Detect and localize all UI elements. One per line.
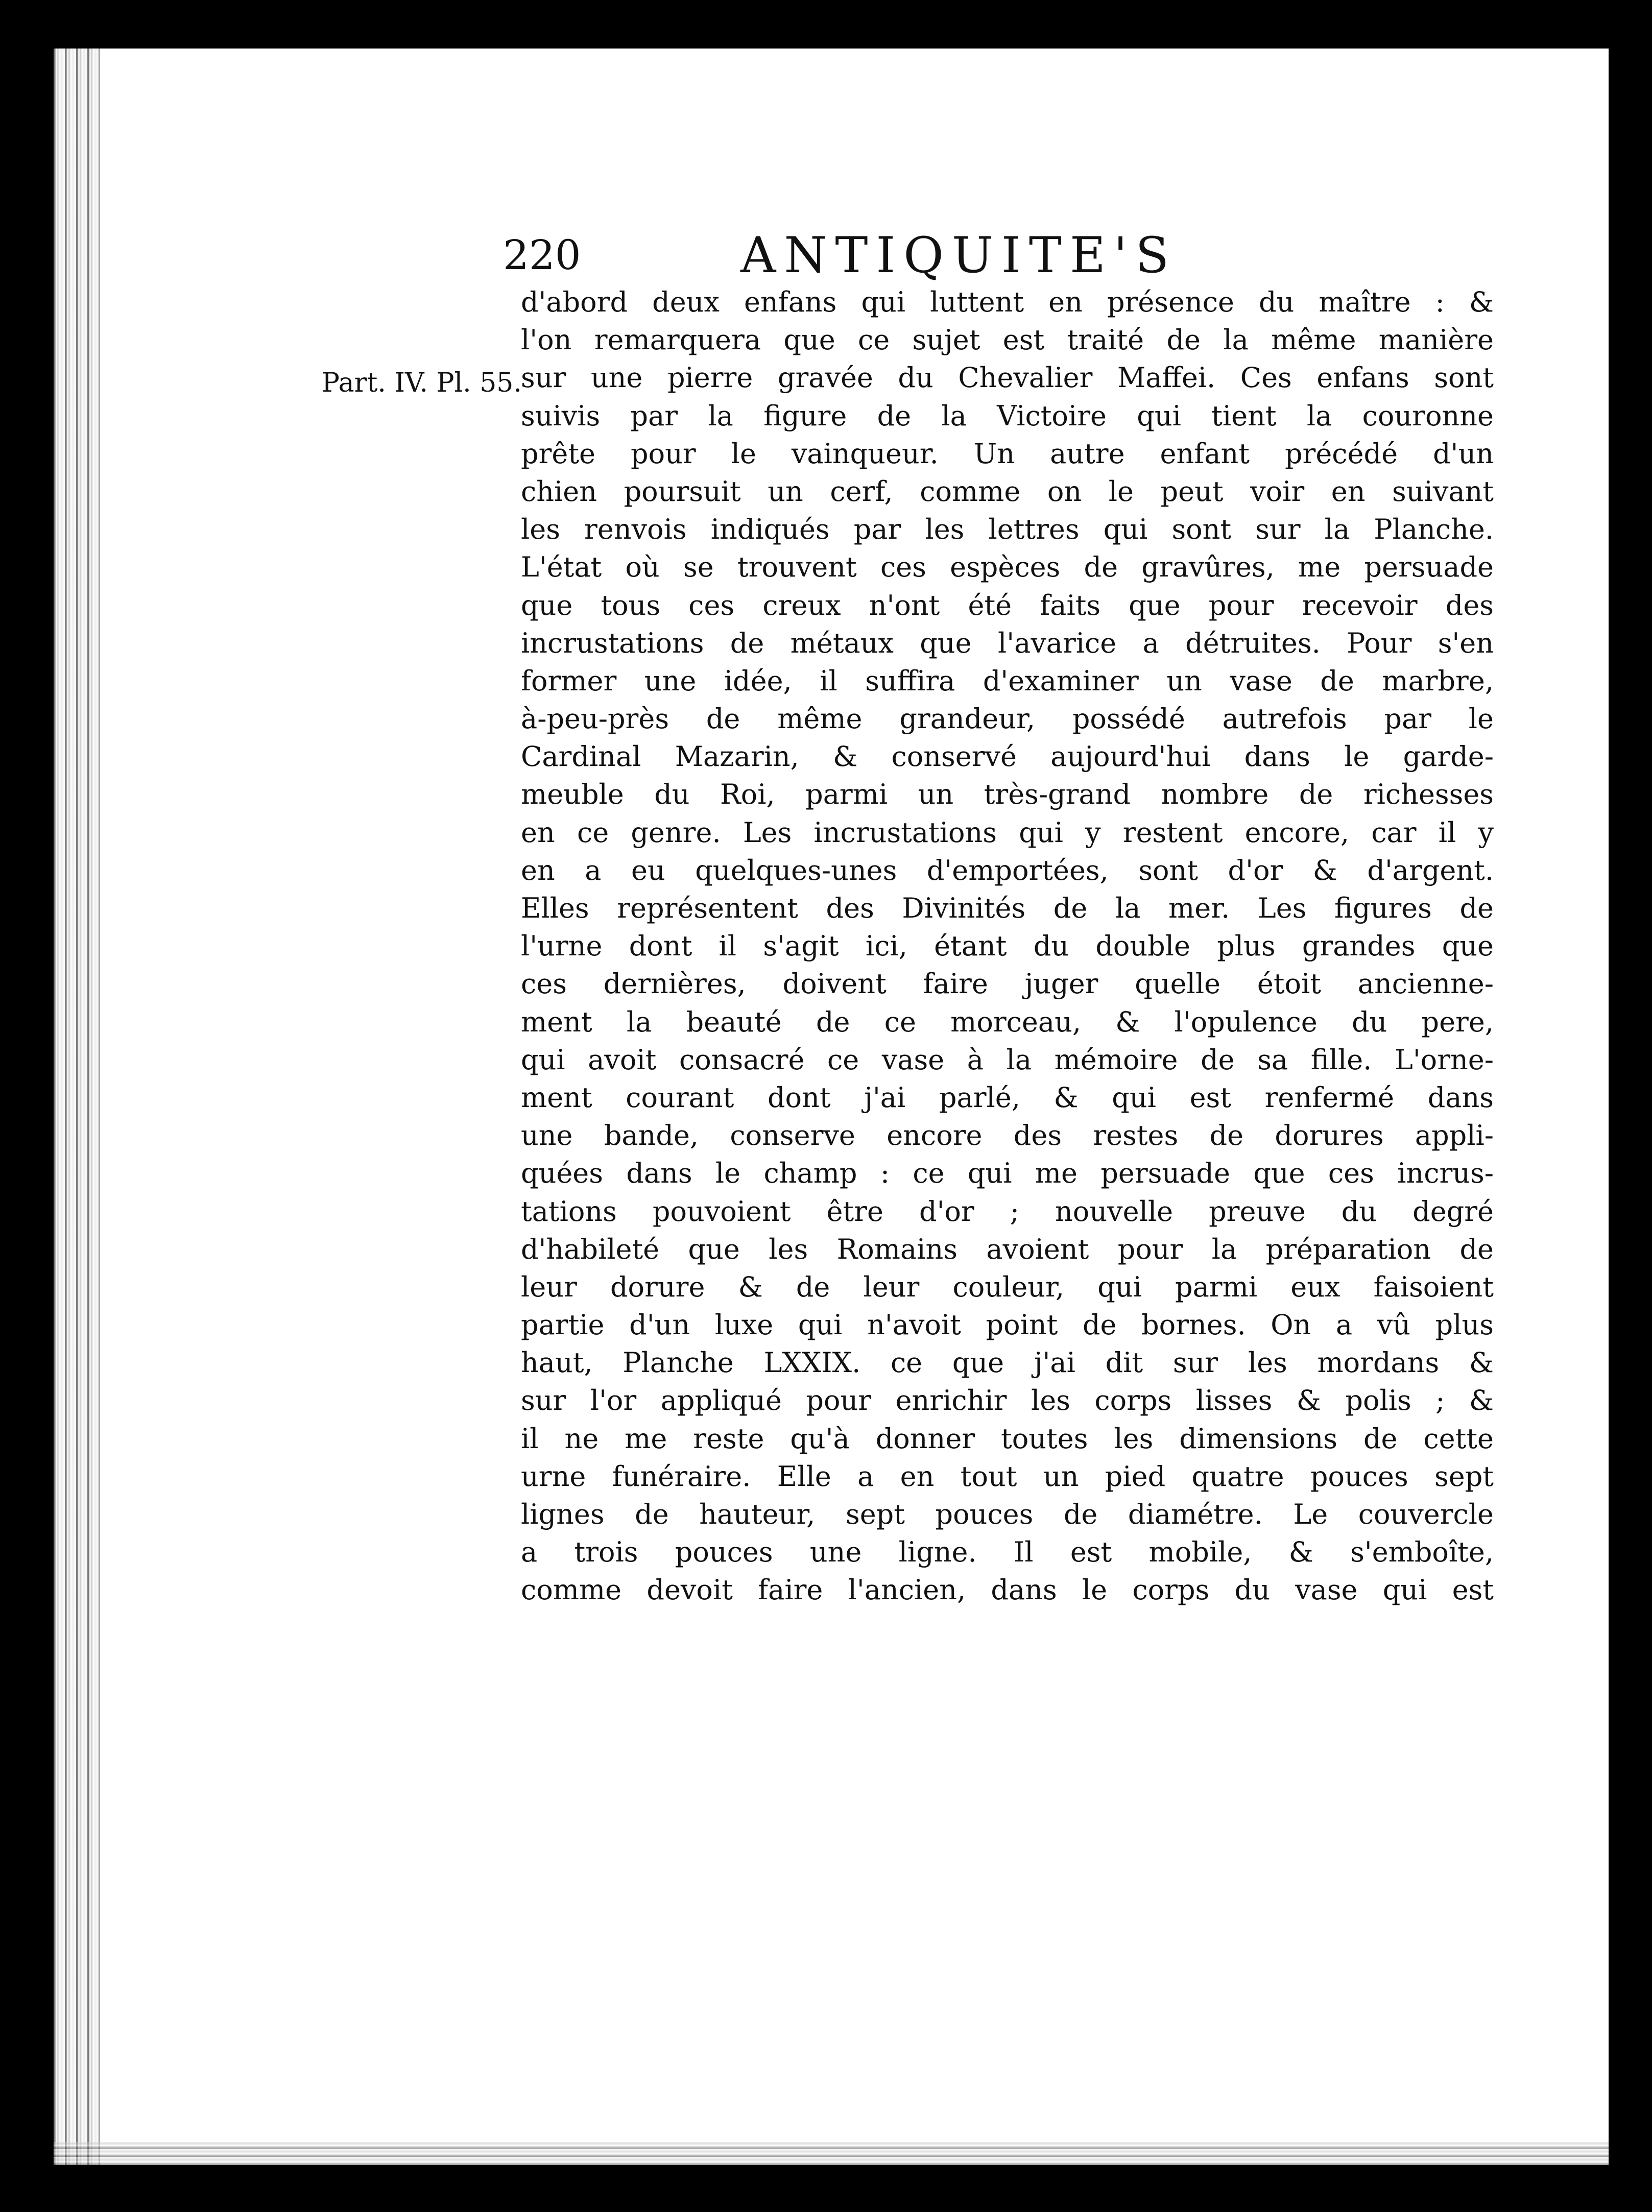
text-line: a trois pouces une ligne. Il est mobile, & s'emboîte,	[521, 1536, 1494, 1569]
page-number: 220	[503, 231, 581, 279]
text-line: Cardinal Mazarin, & conservé aujourd'hui dans le garde-	[521, 740, 1494, 773]
text-line: sur une pierre gravée du Chevalier Maffei. Ces enfans sont	[521, 362, 1494, 394]
text-line: leur dorure & de leur couleur, qui parmi eux faisoient	[521, 1270, 1494, 1303]
scan-edge-bottom	[54, 2142, 1609, 2165]
text-line: L'état où se trouvent ces espèces de gravûres, me persuade	[521, 551, 1494, 584]
text-line: en ce genre. Les incrustations qui y restent encore, car il y	[521, 816, 1494, 849]
scan-edge-left	[54, 49, 100, 2165]
margin-note: Part. IV. Pl. 55.	[322, 368, 522, 398]
text-line: d'habileté que les Romains avoient pour la préparation de	[521, 1233, 1494, 1265]
text-line: en a eu quelques-unes d'emportées, sont d'or & d'argent.	[521, 854, 1494, 886]
text-line: partie d'un luxe qui n'avoit point de bornes. On a vû plus	[521, 1309, 1494, 1341]
text-line: urne funéraire. Elle a en tout un pied quatre pouces sept	[521, 1460, 1494, 1493]
text-line: Elles représentent des Divinités de la mer. Les figures de	[521, 892, 1494, 924]
text-line: meuble du Roi, parmi un très-grand nombre de richesses	[521, 778, 1494, 811]
text-line: tations pouvoient être d'or ; nouvelle preuve du degré	[521, 1195, 1494, 1228]
running-title: ANTIQUITE'S	[740, 227, 1178, 284]
text-line: ment la beauté de ce morceau, & l'opulence du pere,	[521, 1005, 1494, 1038]
text-line: prête pour le vainqueur. Un autre enfant précédé d'un	[521, 437, 1494, 470]
text-line: former une idée, il suffira d'examiner un vase de marbre,	[521, 664, 1494, 697]
text-line: d'abord deux enfans qui luttent en présence du maître : &	[521, 286, 1494, 318]
text-line: une bande, conserve encore des restes de dorures appli-	[521, 1119, 1494, 1152]
text-line: chien poursuit un cerf, comme on le peut voir en suivant	[521, 475, 1494, 508]
text-line: sur l'or appliqué pour enrichir les corps lisses & polis ; &	[521, 1384, 1494, 1417]
text-line: il ne me reste qu'à donner toutes les dimensions de cette	[521, 1422, 1494, 1455]
text-line: les renvois indiqués par les lettres qui sont sur la Planche.	[521, 513, 1494, 546]
text-line: comme devoit faire l'ancien, dans le corps du vase qui est	[521, 1574, 1494, 1606]
text-line: à-peu-près de même grandeur, possédé autrefois par le	[521, 703, 1494, 735]
text-line: haut, Planche LXXIX. ce que j'ai dit sur les mordans &	[521, 1347, 1494, 1379]
text-line: lignes de hauteur, sept pouces de diamétre. Le couvercle	[521, 1498, 1494, 1530]
body-text	[521, 283, 1494, 1609]
text-line: quées dans le champ : ce qui me persuade que ces incrus-	[521, 1157, 1494, 1190]
text-line: ment courant dont j'ai parlé, & qui est renfermé dans	[521, 1081, 1494, 1114]
text-line: suivis par la figure de la Victoire qui tient la couronne	[521, 399, 1494, 432]
text-line: que tous ces creux n'ont été faits que pour recevoir des	[521, 589, 1494, 621]
text-line: ces dernières, doivent faire juger quelle étoit ancienne-	[521, 968, 1494, 1000]
text-line: incrustations de métaux que l'avarice a détruites. Pour s'en	[521, 627, 1494, 659]
text-line: qui avoit consacré ce vase à la mémoire de sa fille. L'orne-	[521, 1043, 1494, 1076]
text-line: l'on remarquera que ce sujet est traité de la même manière	[521, 324, 1494, 356]
text-line: l'urne dont il s'agit ici, étant du double plus grandes que	[521, 930, 1494, 963]
